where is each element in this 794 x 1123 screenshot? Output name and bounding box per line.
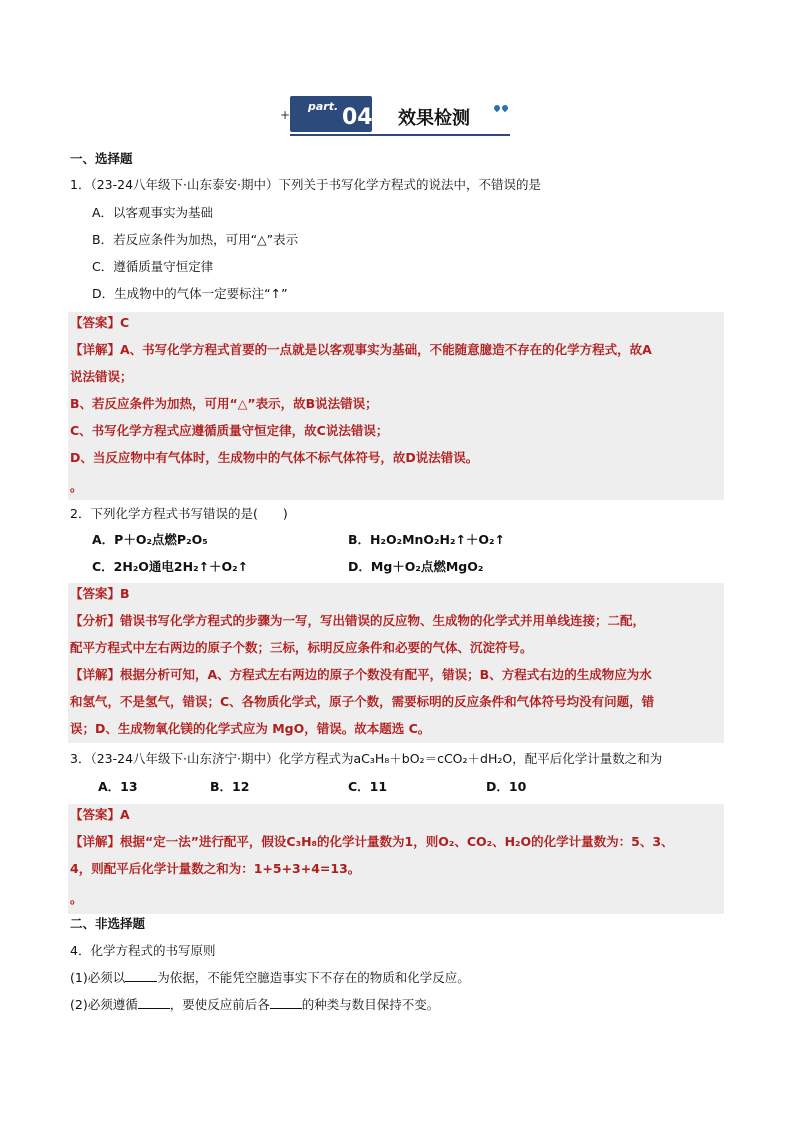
q2-analysis-2: 配平方程式中左右两边的原子个数；三标，标明反应条件和必要的气体、沉淀符号。 <box>70 640 533 655</box>
q1-option-a: A．以客观事实为基础 <box>92 205 214 220</box>
section-nonchoice-title: 二、非选择题 <box>70 916 146 931</box>
q3-option-b: B．12 <box>210 779 250 794</box>
q2-option-b: B．H₂O₂MnO₂H₂↑＋O₂↑ <box>348 532 505 547</box>
q3-answer-box <box>68 804 724 914</box>
q3-answer: 【答案】A <box>70 807 130 822</box>
section-header <box>280 92 520 142</box>
q3-detail-3: 。 <box>70 891 83 906</box>
q3-option-c: C．11 <box>348 779 388 794</box>
q4-stem: 4．化学方程式的书写原则 <box>70 943 216 958</box>
part-badge <box>290 96 372 132</box>
q2-option-d: D．Mg＋O₂点燃MgO₂ <box>348 559 484 574</box>
q1-detail-5: D、当反应物中有气体时，生成物中的气体不标气体符号，故D说法错误。 <box>70 450 479 465</box>
section-title: 效果检测 <box>398 108 470 129</box>
q3-option-a: A．13 <box>98 779 138 794</box>
q4-part-2-suffix: 的种类与数目保持不变。 <box>301 997 440 1012</box>
q2-answer: 【答案】B <box>70 586 130 601</box>
q2-detail-2: 和氢气，不是氢气，错误；C、各物质化学式，原子个数，需要标明的反应条件和气体符号均没有问题，错 <box>70 694 655 709</box>
q4-blank-3[interactable] <box>270 996 302 1009</box>
q4-part-2-prefix: (2)必须遵循 <box>70 997 138 1012</box>
q3-option-d: D．10 <box>486 779 527 794</box>
q2-detail-3: 误；D、生成物氧化镁的化学式应为 MgO，错误。故本题选 C。 <box>70 721 431 736</box>
q4-part-2 <box>70 996 439 1014</box>
q2-option-a: A．P＋O₂点燃P₂O₅ <box>92 532 208 547</box>
q4-part-1-suffix: 为依据，不能凭空臆造事实下不存在的物质和化学反应。 <box>157 970 470 985</box>
q1-option-c: C．遵循质量守恒定律 <box>92 259 214 274</box>
q2-answer-box <box>68 583 724 743</box>
q1-detail-1: 【详解】A、书写化学方程式首要的一点就是以客观事实为基础，不能随意臆造不存在的化学方程式，故A <box>70 342 652 357</box>
q1-option-b: B．若反应条件为加热，可用“△”表示 <box>92 232 299 247</box>
part-label: part. <box>308 100 339 113</box>
part-number: 04 <box>342 105 373 130</box>
q2-detail-1: 【详解】根据分析可知，A、方程式左右两边的原子个数没有配平，错误；B、方程式右边的生成物应为水 <box>70 667 652 682</box>
q1-answer: 【答案】C <box>70 315 130 330</box>
q2-analysis-1: 【分析】错误书写化学方程式的步骤为一写，写出错误的反应物、生成物的化学式并用单线连接；二配， <box>70 613 646 628</box>
q4-blank-2[interactable] <box>138 996 170 1009</box>
q1-detail-3: B、若反应条件为加热，可用“△”表示，故B说法错误； <box>70 396 378 411</box>
q1-detail-4: C、书写化学方程式应遵循质量守恒定律，故C说法错误； <box>70 423 389 438</box>
q4-part-1-prefix: (1)必须以 <box>70 970 126 985</box>
q1-detail-6: 。 <box>70 479 83 494</box>
droplet-icon <box>494 96 510 115</box>
q3-stem: 3．（23-24八年级下·山东济宁·期中）化学方程式为aC₃H₈＋bO₂＝cCO₂＋dH₂O，配平后化学计量数之和为 <box>70 751 663 766</box>
section-choice-title: 一、选择题 <box>70 151 133 166</box>
q3-detail-2: 4，则配平后化学计量数之和为：1+5+3+4=13。 <box>70 861 361 876</box>
q1-detail-2: 说法错误； <box>70 369 133 384</box>
q2-option-c: C．2H₂O通电2H₂↑＋O₂↑ <box>92 559 249 574</box>
q3-detail-1: 【详解】根据“定一法”进行配平，假设C₃H₈的化学计量数为1，则O₂、CO₂、H₂O的化学计量数为：5、3、 <box>70 834 674 849</box>
q2-stem: 2．下列化学方程式书写错误的是( ) <box>70 506 288 521</box>
q4-blank-1[interactable] <box>125 969 157 982</box>
q1-option-d: D．生成物中的气体一定要标注“↑” <box>92 286 288 301</box>
q4-part-2-middle: ，要使反应前后各 <box>169 997 270 1012</box>
header-underline <box>290 134 510 136</box>
q1-stem: 1．（23-24八年级下·山东泰安·期中）下列关于书写化学方程式的说法中，不错误的是 <box>70 177 541 192</box>
q4-part-1 <box>70 969 470 987</box>
plus-mark: + <box>280 108 291 122</box>
